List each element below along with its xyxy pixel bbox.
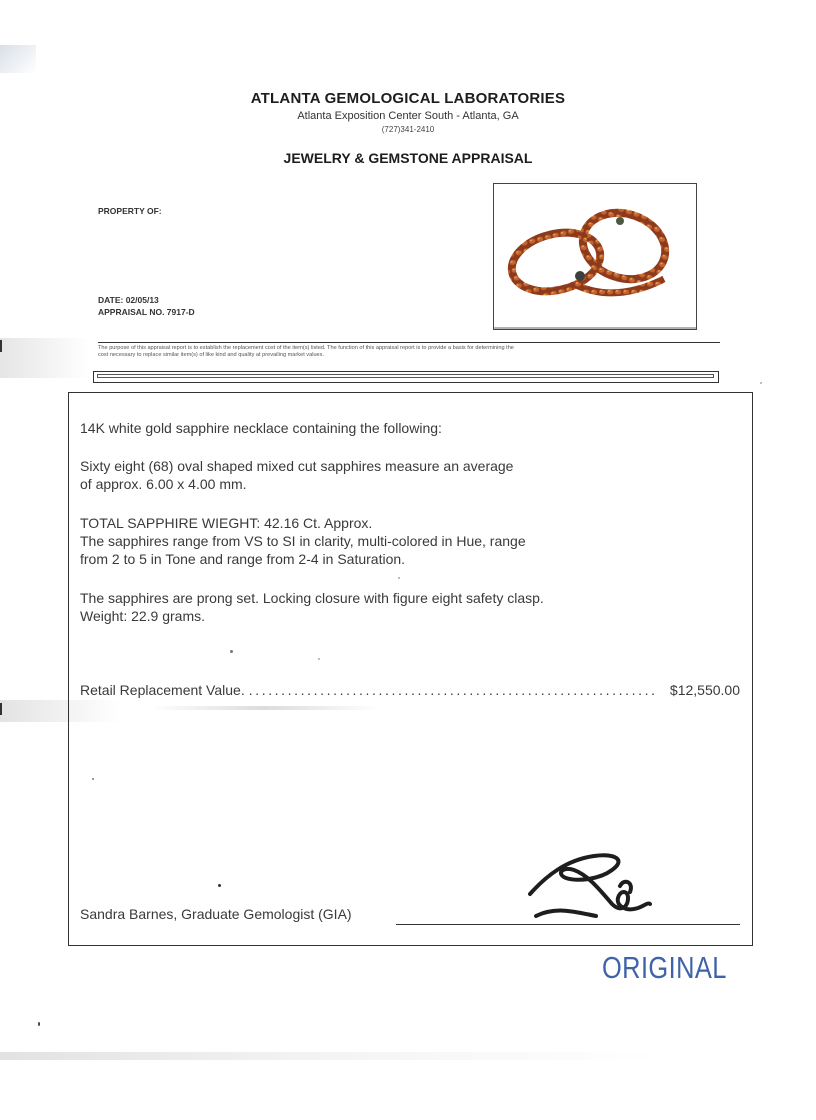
necklace-image xyxy=(494,184,696,329)
divider-bar-inner xyxy=(97,374,714,378)
range-line-2: from 2 to 5 in Tone and range from 2-4 in Saturation. xyxy=(80,551,406,567)
scan-edge-mark xyxy=(0,703,2,715)
lab-address: Atlanta Exposition Center South - Atlanta, GA xyxy=(297,110,519,122)
scan-shadow-top-left xyxy=(0,45,36,73)
property-of-label: PROPERTY OF: xyxy=(98,206,162,216)
stones-line-2: of approx. 6.00 x 4.00 mm. xyxy=(80,476,247,492)
date-field: DATE: 02/05/13 xyxy=(98,295,159,305)
handwritten-signature xyxy=(516,846,656,926)
document-title: JEWELRY & GEMSTONE APPRAISAL xyxy=(283,150,533,166)
necklace-photo xyxy=(493,183,697,330)
leader-dots: ............................................................... xyxy=(248,682,658,698)
appraiser-name: Sandra Barnes, Graduate Gemologist (GIA) xyxy=(80,906,352,922)
setting-description xyxy=(80,589,544,625)
retail-value-label: Retail Replacement Value. xyxy=(80,682,245,698)
purpose-line-2: cost necessary to replace similar item(s) of like kind and quality at prevailing market values. xyxy=(98,352,325,358)
appraisal-number: APPRAISAL NO. 7917-D xyxy=(98,307,195,317)
speck xyxy=(760,382,762,384)
scan-edge-mark xyxy=(0,340,2,352)
retail-value-amount: $12,550.00 xyxy=(669,682,740,698)
speck xyxy=(218,884,221,887)
setting-line: The sapphires are prong set. Locking closure with figure eight safety clasp. xyxy=(80,590,544,606)
speck xyxy=(92,778,94,780)
stones-line-1: Sixty eight (68) oval shaped mixed cut sapphires measure an average xyxy=(80,458,514,474)
weight-line: Weight: 22.9 grams. xyxy=(80,608,206,624)
grading-description xyxy=(80,514,526,568)
speck xyxy=(398,577,400,579)
scan-shadow-bottom xyxy=(0,1052,660,1060)
speck xyxy=(230,650,233,653)
description-intro: 14K white gold sapphire necklace containing the following: xyxy=(80,420,442,436)
lab-name: ATLANTA GEMOLOGICAL LABORATORIES xyxy=(250,90,566,107)
purpose-rule xyxy=(98,342,720,343)
range-line-1: The sapphires range from VS to SI in clarity, multi-colored in Hue, range xyxy=(80,533,526,549)
speck xyxy=(38,1022,40,1026)
scan-smudge xyxy=(150,706,380,710)
retail-value-row xyxy=(80,682,740,698)
stones-description xyxy=(80,457,513,493)
purpose-line-1: The purpose of this appraisal report is to establish the replacement cost of the item(s) listed. The function of this appraisal report is to provide a basis for determining the xyxy=(98,345,514,351)
original-stamp: ORIGINAL xyxy=(602,950,727,985)
purpose-statement xyxy=(98,345,720,359)
scan-shadow-left xyxy=(0,338,90,378)
lab-phone: (727)341-2410 xyxy=(381,125,435,134)
speck xyxy=(318,658,320,660)
total-weight-line: TOTAL SAPPHIRE WIEGHT: 42.16 Ct. Approx. xyxy=(80,515,373,531)
